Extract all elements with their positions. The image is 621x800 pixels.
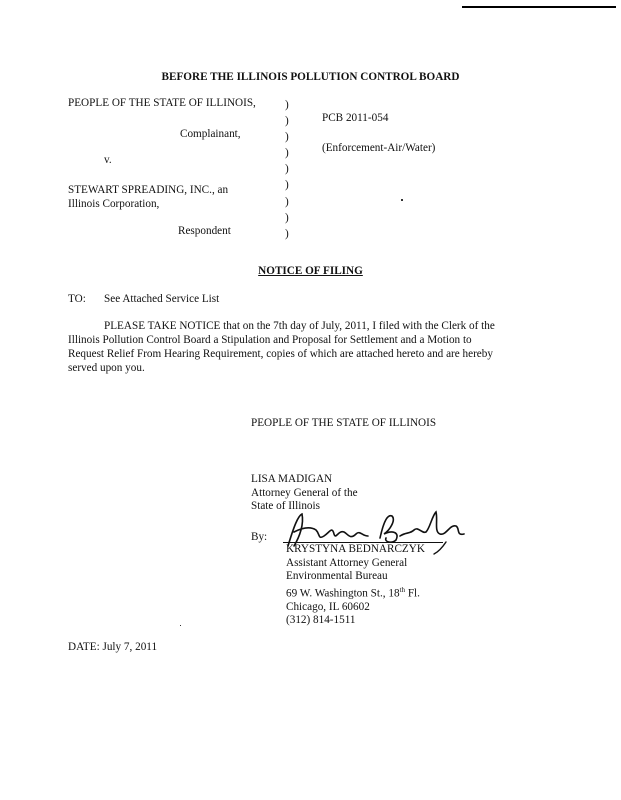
paren: ) xyxy=(285,227,289,240)
body-line: Illinois Pollution Control Board a Stipulation and Proposal for Settlement and a Motion to xyxy=(68,334,472,346)
plaintiff-name: PEOPLE OF THE STATE OF ILLINOIS, xyxy=(68,97,256,109)
body-line: PLEASE TAKE NOTICE that on the 7th day of July, 2011, I filed with the Clerk of the xyxy=(104,320,495,332)
signer-name: KRYSTYNA BEDNARCZYK xyxy=(286,543,425,555)
by-label: By: xyxy=(251,531,268,543)
case-number: PCB 2011-054 xyxy=(322,112,389,124)
respondent-label: Respondent xyxy=(178,225,231,237)
defendant-name-line1: STEWART SPREADING, INC., an xyxy=(68,184,229,196)
address-line-1 xyxy=(286,584,425,601)
body-line: Request Relief From Hearing Requirement, copies of which are attached hereto and are hereby xyxy=(68,348,493,360)
defendant-name-line2: Illinois Corporation, xyxy=(68,198,160,210)
bureau-name: Environmental Bureau xyxy=(286,570,388,582)
to-value: See Attached Service List xyxy=(104,293,220,305)
address-line-1-suffix: Fl. xyxy=(405,587,420,600)
body-line: served upon you. xyxy=(68,362,145,374)
party-name: PEOPLE OF THE STATE OF ILLINOIS xyxy=(251,417,437,429)
address-line-2: Chicago, IL 60602 xyxy=(286,600,370,613)
notice-body xyxy=(68,319,538,375)
paren: ) xyxy=(285,163,289,176)
address-line-1-main: 69 W. Washington St., 18 xyxy=(286,587,400,600)
ag-name: LISA MADIGAN xyxy=(251,473,333,485)
board-title: BEFORE THE ILLINOIS POLLUTION CONTROL BOARD xyxy=(161,71,460,83)
ag-title-2: State of Illinois xyxy=(251,500,320,512)
caption-parens xyxy=(285,97,289,242)
case-type: (Enforcement-Air/Water) xyxy=(322,142,436,154)
date-line: DATE: July 7, 2011 xyxy=(68,641,158,653)
notice-heading: NOTICE OF FILING xyxy=(258,265,363,277)
paren: ) xyxy=(285,195,289,208)
signer-block xyxy=(286,543,425,628)
phone-number: (312) 814-1511 xyxy=(286,614,356,627)
paren: ) xyxy=(285,179,289,192)
signer-title: Assistant Attorney General xyxy=(286,556,408,569)
ag-title-1: Attorney General of the xyxy=(251,486,358,499)
versus-label: v. xyxy=(104,154,112,166)
address-superscript: th xyxy=(399,585,406,594)
paren: ) xyxy=(285,211,289,224)
scan-speck xyxy=(401,199,403,201)
paren: ) xyxy=(285,115,289,128)
paren: ) xyxy=(285,131,289,144)
to-label: TO: xyxy=(68,293,86,305)
scan-speck xyxy=(180,625,181,626)
complainant-label: Complainant, xyxy=(180,128,241,140)
paren: ) xyxy=(285,99,289,111)
header-rule xyxy=(462,6,616,8)
paren: ) xyxy=(285,147,289,160)
